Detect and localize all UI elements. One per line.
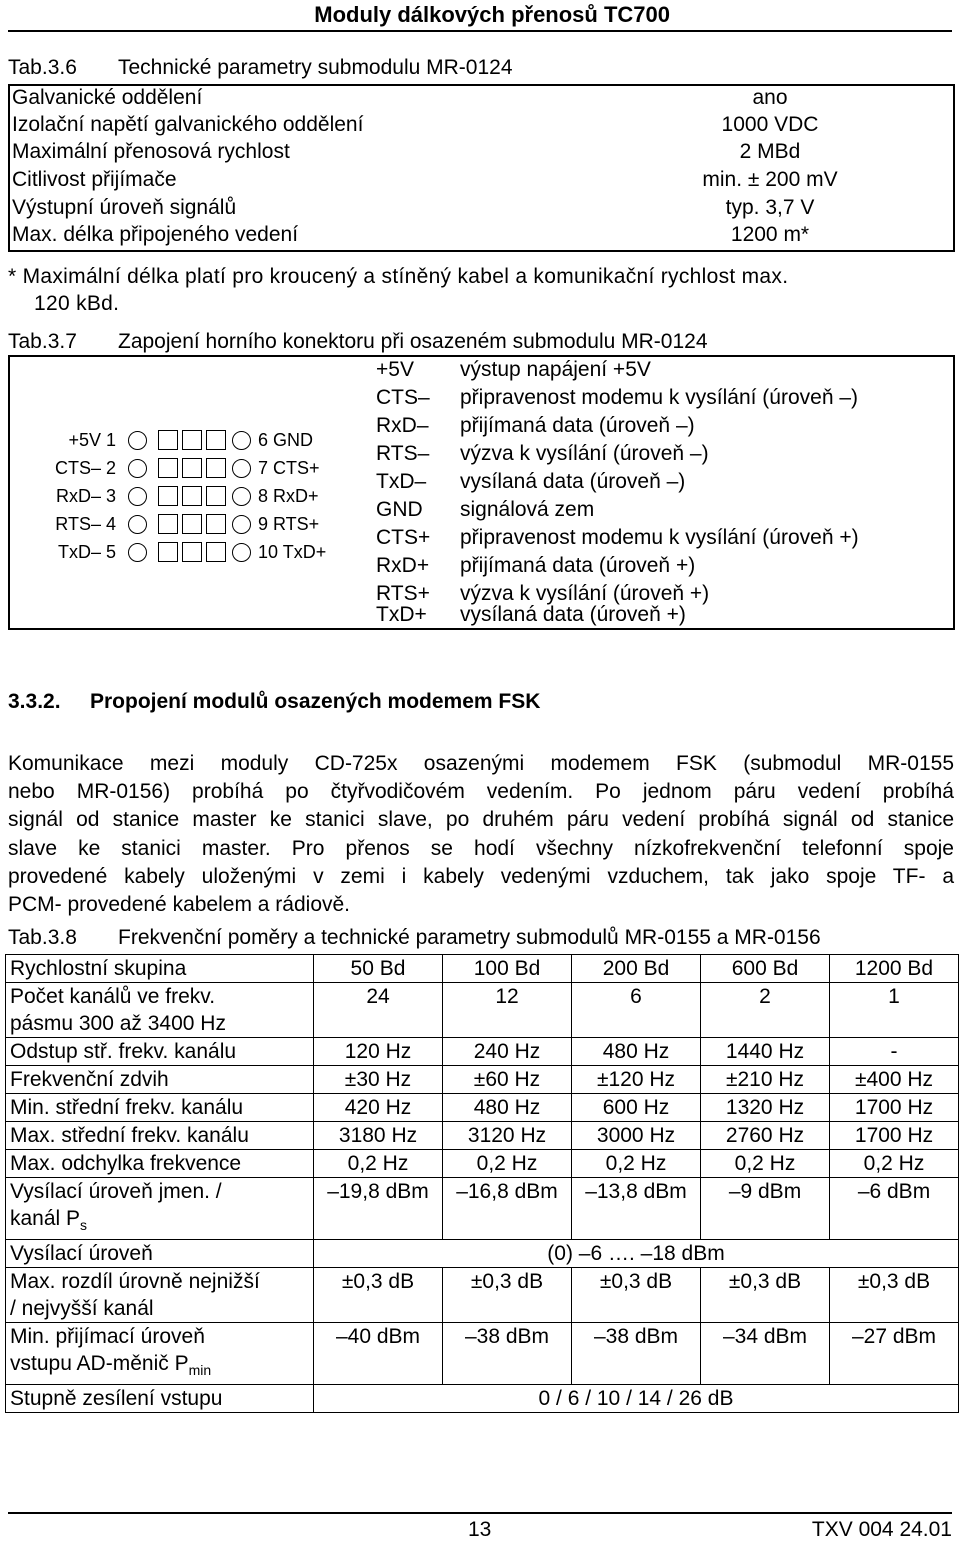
signal-name: CTS–: [376, 386, 430, 409]
tab36-row: [10, 113, 953, 141]
pin-square: [158, 458, 178, 478]
tab36-value: 1200 m*: [730, 223, 810, 246]
row-label: [6, 983, 314, 1038]
pin-circle: [128, 459, 147, 478]
row-label: Vysílací úroveň: [6, 1240, 314, 1268]
paragraph-line: slave ke stanici master. Pro přenos se hodí všechny nízkofrekvenční telefonní spoje: [8, 836, 954, 860]
table-cell: 120 Hz: [314, 1038, 443, 1066]
table-header-cell: 1200 Bd: [830, 955, 959, 983]
table-cell: 3000 Hz: [572, 1122, 701, 1150]
left-pin-label: RxD– 3: [55, 486, 116, 506]
right-pin-label: 9 RTS+: [258, 514, 320, 534]
signal-desc: přijímaná data (úroveň +): [460, 554, 696, 577]
table-cell: 240 Hz: [443, 1038, 572, 1066]
pin-circle: [232, 431, 251, 450]
signal-name: CTS+: [376, 526, 431, 549]
signal-desc: výstup napájení +5V: [460, 358, 651, 381]
running-header-title: Moduly dálkových přenosů TC700: [314, 2, 670, 27]
tab36-caption: [8, 56, 513, 80]
pin-square: [158, 486, 178, 506]
table-row: [6, 1066, 959, 1094]
section-heading: [8, 690, 540, 714]
table-cell: 6: [572, 983, 701, 1038]
table-cell: –40 dBm: [314, 1323, 443, 1385]
row-label-line: Vysílací úroveň jmen. /: [10, 1180, 222, 1203]
signal-desc: připravenost modemu k vysílání (úroveň –): [460, 386, 859, 409]
table-row: [6, 1038, 959, 1066]
right-pin-label: 7 CTS+: [258, 458, 320, 478]
table-cell: -: [830, 1038, 959, 1066]
table-row: [6, 1268, 959, 1323]
tab36-row: [10, 196, 953, 224]
paragraph-line: PCM- provedené kabelem a rádiově.: [8, 893, 351, 917]
signal-desc: výzva k vysílání (úroveň +): [460, 582, 710, 605]
right-pin-label: 6 GND: [258, 430, 314, 450]
tab36-row: [10, 223, 953, 251]
tab36-value: 1000 VDC: [721, 113, 819, 136]
footer-rule: [8, 1512, 952, 1514]
section-title: Propojení modulů osazených modemem FSK: [90, 690, 541, 713]
table-span-cell: 0 / 6 / 10 / 14 / 26 dB: [314, 1385, 959, 1413]
table-cell: 2760 Hz: [701, 1122, 830, 1150]
table-cell: 420 Hz: [314, 1094, 443, 1122]
document-code: TXV 004 24.01: [811, 1518, 952, 1541]
table-row: [6, 1178, 959, 1240]
row-label-line: Max. rozdíl úrovně nejnižší: [10, 1270, 260, 1294]
table-cell: –34 dBm: [701, 1323, 830, 1385]
table-cell: 3180 Hz: [314, 1122, 443, 1150]
signal-name: TxD–: [376, 470, 427, 493]
tab36-row: [10, 168, 953, 196]
table-cell: ±400 Hz: [830, 1066, 959, 1094]
table-header-cell: 200 Bd: [572, 955, 701, 983]
row-label-subscript: s: [80, 1217, 88, 1234]
page-number: 13: [468, 1518, 492, 1541]
table-cell: ±0,3 dB: [443, 1268, 572, 1323]
table-cell: 0,2 Hz: [443, 1150, 572, 1178]
tab37-title: Zapojení horního konektoru při osazeném submodulu MR-0124: [118, 330, 708, 353]
row-label: Max. střední frekv. kanálu: [6, 1122, 314, 1150]
row-label-line: kanál P: [10, 1207, 81, 1230]
table-cell: –19,8 dBm: [314, 1178, 443, 1240]
signal-desc: výzva k vysílání (úroveň –): [460, 442, 709, 465]
pin-square: [182, 514, 202, 534]
pin-square: [158, 542, 178, 562]
pin-circle: [232, 543, 251, 562]
left-pin-label: TxD– 5: [57, 542, 116, 562]
tab36-value: typ. 3,7 V: [725, 196, 815, 219]
signal-name: RxD+: [376, 554, 430, 577]
table-cell: ±0,3 dB: [314, 1268, 443, 1323]
left-pin-label: RTS– 4: [55, 514, 116, 534]
signal-name: GND: [376, 498, 423, 521]
table-cell: ±0,3 dB: [830, 1268, 959, 1323]
row-label-line: Min. přijímací úroveň: [10, 1325, 205, 1349]
table-cell: 12: [443, 983, 572, 1038]
table-span-cell: (0) –6 …. –18 dBm: [314, 1240, 959, 1268]
table-row: [6, 1094, 959, 1122]
section-number: 3.3.2.: [8, 690, 61, 713]
right-pin-label: 8 RxD+: [258, 486, 319, 506]
pin-square: [206, 486, 226, 506]
table-cell: 3120 Hz: [443, 1122, 572, 1150]
paragraph-line: signál od stanice master ke stanici slave, po druhém páru vedení probíhá signál od stanice: [8, 808, 954, 832]
row-label: Odstup stř. frekv. kanálu: [6, 1038, 314, 1066]
tab38-number: Tab.3.8: [8, 926, 77, 949]
tab36-label: Citlivost přijímače: [12, 168, 177, 191]
tab37-number: Tab.3.7: [8, 330, 77, 353]
signal-name: RxD–: [376, 414, 429, 437]
table-cell: 480 Hz: [572, 1038, 701, 1066]
row-label-line: pásmu 300 až 3400 Hz: [10, 1012, 226, 1035]
table-cell: 0,2 Hz: [572, 1150, 701, 1178]
pin-square: [158, 514, 178, 534]
table-cell: ±30 Hz: [314, 1066, 443, 1094]
pin-circle: [232, 487, 251, 506]
row-label: [6, 1178, 314, 1240]
table-cell: 600 Hz: [572, 1094, 701, 1122]
table-header-cell: 600 Bd: [701, 955, 830, 983]
header-rule: [8, 30, 952, 32]
signal-desc: signálová zem: [460, 498, 595, 521]
paragraph-line: provedené kabely uloženými v zemi i kabely vedenými vzduchem, tak jako spoje TF- a: [8, 864, 954, 888]
row-label: [6, 1268, 314, 1323]
table-row: [6, 1150, 959, 1178]
row-label: Min. střední frekv. kanálu: [6, 1094, 314, 1122]
tab36-number: Tab.3.6: [8, 56, 77, 79]
tab36-title: Technické parametry submodulu MR-0124: [118, 56, 513, 79]
right-pin-label: 10 TxD+: [258, 542, 327, 562]
row-label-subscript: min: [188, 1362, 212, 1379]
table-header-cell: 100 Bd: [443, 955, 572, 983]
table-row: [6, 1240, 959, 1268]
row-label: [6, 1323, 314, 1385]
pin-square: [206, 458, 226, 478]
tab38-caption: [8, 926, 821, 950]
table-row: [6, 1122, 959, 1150]
pin-circle: [232, 515, 251, 534]
pin-square: [206, 542, 226, 562]
pin-square: [206, 514, 226, 534]
table-cell: –9 dBm: [701, 1178, 830, 1240]
table-cell: –38 dBm: [572, 1323, 701, 1385]
table-cell: ±60 Hz: [443, 1066, 572, 1094]
row-label-line: Počet kanálů ve frekv.: [10, 985, 216, 1008]
table-header-cell: 50 Bd: [314, 955, 443, 983]
pin-circle: [128, 515, 147, 534]
table-cell: –27 dBm: [830, 1323, 959, 1385]
tab36-value: ano: [752, 86, 788, 109]
table-header-cell: Rychlostní skupina: [6, 955, 314, 983]
pin-square: [182, 458, 202, 478]
pin-square: [182, 542, 202, 562]
tab36-label: Max. délka připojeného vedení: [12, 223, 299, 246]
left-pin-label: CTS– 2: [54, 458, 116, 478]
tab36-value: 2 MBd: [739, 140, 801, 163]
pin-circle: [232, 459, 251, 478]
left-pin-label: +5V 1: [68, 430, 116, 450]
pin-circle: [128, 543, 147, 562]
pin-circle: [128, 487, 147, 506]
table-cell: 1440 Hz: [701, 1038, 830, 1066]
signal-name: TxD+: [376, 603, 427, 626]
table-cell: 0,2 Hz: [830, 1150, 959, 1178]
tab37-box: [8, 355, 955, 630]
tab36-label: Maximální přenosová rychlost: [12, 140, 290, 163]
table-cell: ±0,3 dB: [701, 1268, 830, 1323]
signal-desc: připravenost modemu k vysílání (úroveň +): [460, 526, 859, 549]
signal-name: RTS–: [376, 442, 430, 465]
tab36-label: Výstupní úroveň signálů: [12, 196, 237, 219]
pin-square: [158, 430, 178, 450]
tab36-value: min. ± 200 mV: [702, 168, 838, 191]
row-label-line: / nejvyšší kanál: [10, 1297, 154, 1321]
table-cell: 0,2 Hz: [314, 1150, 443, 1178]
pin-square: [206, 430, 226, 450]
tab36-table: [8, 84, 955, 252]
table-cell: ±120 Hz: [572, 1066, 701, 1094]
row-label-line: vstupu AD-měnič P: [10, 1352, 189, 1376]
section-paragraph: [8, 750, 954, 919]
table-cell: ±0,3 dB: [572, 1268, 701, 1323]
table-cell: 1700 Hz: [830, 1122, 959, 1150]
table-cell: 1700 Hz: [830, 1094, 959, 1122]
table-cell: 1: [830, 983, 959, 1038]
tab38-table: [5, 954, 959, 1413]
table-cell: 0,2 Hz: [701, 1150, 830, 1178]
signal-name: +5V: [376, 358, 414, 381]
table-header-row: [6, 955, 959, 983]
table-cell: –13,8 dBm: [572, 1178, 701, 1240]
tab36-label: Izolační napětí galvanického oddělení: [12, 113, 364, 136]
signal-desc: vysílaná data (úroveň –): [460, 470, 686, 493]
table-row: [6, 1385, 959, 1413]
table-cell: –16,8 dBm: [443, 1178, 572, 1240]
table-row: [6, 983, 959, 1038]
row-label: Max. odchylka frekvence: [6, 1150, 314, 1178]
table-cell: ±210 Hz: [701, 1066, 830, 1094]
table-cell: 480 Hz: [443, 1094, 572, 1122]
paragraph-line: Komunikace mezi moduly CD-725x osazenými modemem FSK (submodul MR-0155: [8, 752, 954, 775]
pin-square: [182, 486, 202, 506]
row-label: Frekvenční zdvih: [6, 1066, 314, 1094]
pin-square: [182, 430, 202, 450]
row-label: Stupně zesílení vstupu: [6, 1385, 314, 1413]
signal-desc: přijímaná data (úroveň –): [460, 414, 695, 437]
tab36-row: [10, 86, 953, 114]
table-cell: –38 dBm: [443, 1323, 572, 1385]
signal-name: RTS+: [376, 582, 430, 605]
table-row: [6, 1323, 959, 1385]
tab36-label: Galvanické oddělení: [12, 86, 203, 109]
tab36-note-line1: * Maximální délka platí pro kroucený a stíněný kabel a komunikační rychlost max.: [8, 265, 789, 288]
paragraph-line: nebo MR-0156) probíhá po čtyřvodičovém vedením. Po jednom páru vedení probíhá: [8, 780, 954, 804]
tab38-title: Frekvenční poměry a technické parametry submodulů MR-0155 a MR-0156: [118, 926, 821, 949]
tab37-caption: [8, 330, 708, 354]
table-cell: –6 dBm: [830, 1178, 959, 1240]
table-cell: 1320 Hz: [701, 1094, 830, 1122]
table-cell: 2: [701, 983, 830, 1038]
signal-desc: vysílaná data (úroveň +): [460, 603, 686, 626]
tab36-note-line2: 120 kBd.: [34, 292, 120, 315]
tab36-row: [10, 140, 953, 168]
pin-circle: [128, 431, 147, 450]
table-cell: 24: [314, 983, 443, 1038]
